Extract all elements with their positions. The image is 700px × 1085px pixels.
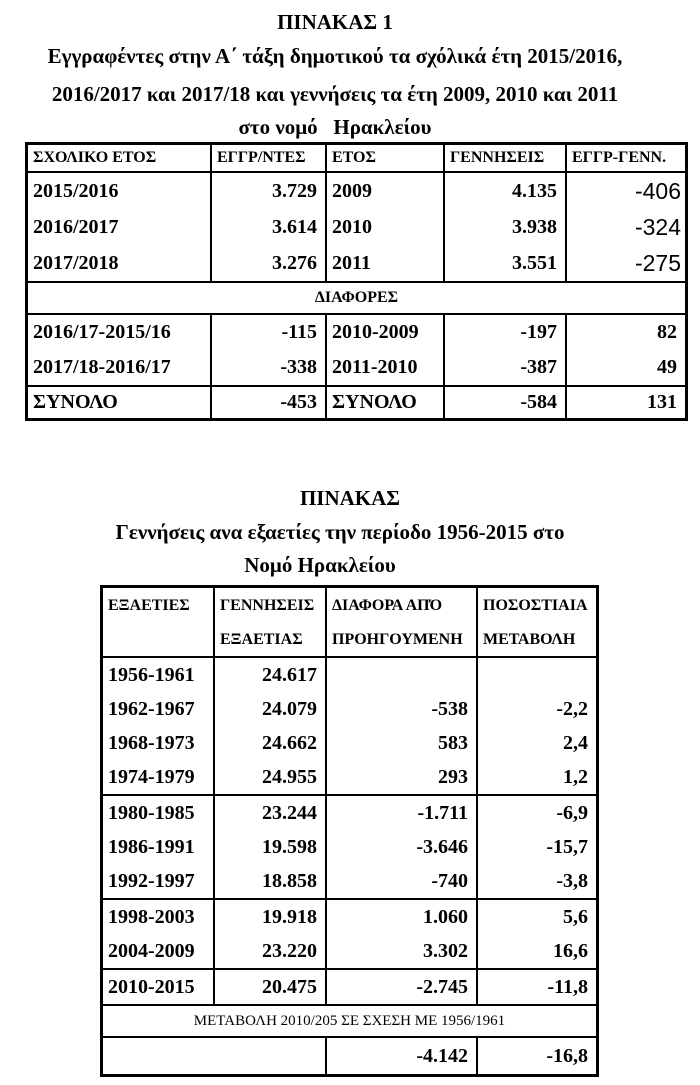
table-cell: 20.475 xyxy=(262,976,317,998)
table-cell: -15,7 xyxy=(546,836,588,858)
table-cell: 2010 xyxy=(332,216,372,238)
table-cell: -115 xyxy=(281,321,317,343)
table1-total-value2: -584 xyxy=(443,387,565,418)
table-cell: 23.244 xyxy=(262,802,317,824)
header-line: ΜΕΤΑΒΟΛΗ xyxy=(483,631,576,648)
table1-subtitle-line3: στο νομό Ηρακλείου xyxy=(238,115,432,139)
table1-diff-col-value2 xyxy=(443,315,565,385)
table1-total-net: 131 xyxy=(565,387,685,418)
table-cell: 16,6 xyxy=(553,940,588,962)
table2-note: ΜΕΤΑΒΟΛΗ 2010/205 ΣΕ ΣΧΕΣΗ ΜΕ 1956/1961 xyxy=(193,1013,506,1029)
table1-col-year xyxy=(325,173,443,281)
table-cell: 293 xyxy=(438,766,468,788)
table-cell: -324 xyxy=(634,214,681,240)
table-cell: -538 xyxy=(431,698,468,720)
table2-note-band xyxy=(103,1004,596,1036)
table-cell: 1956-1961 xyxy=(108,664,195,686)
table2-col-diff xyxy=(325,796,476,898)
table2-subtitle-line2: Νομό Ηρακλείου xyxy=(244,553,396,577)
table1-subtitle-line1: Εγγραφέντες στην Α΄ τάξη δημοτικού τα σχόλικά έτη 2015/2016, xyxy=(47,44,623,68)
table2-group-1 xyxy=(103,656,596,794)
table-cell: -6,9 xyxy=(556,802,588,824)
table-cell: 2016/2017 xyxy=(33,216,119,238)
table1-total-value: -453 xyxy=(210,387,325,418)
table2-header-periods xyxy=(103,588,213,656)
table-cell: 1,2 xyxy=(563,766,588,788)
enrollment-births-table xyxy=(25,142,688,421)
table-cell: 2010-2015 xyxy=(108,976,195,998)
table-cell: 19.918 xyxy=(262,906,317,928)
table-cell: 2011-2010 xyxy=(332,356,418,378)
table-cell: 3.614 xyxy=(272,216,317,238)
table1-differences-label: ΔΙΑΦΟΡΕΣ xyxy=(314,289,399,306)
table1-diff-col-label xyxy=(28,315,210,385)
table2-group-2 xyxy=(103,794,596,898)
table-cell: 23.220 xyxy=(262,940,317,962)
table1-header-school-year: ΣΧΟΛΙΚΟ ΕΤΟΣ xyxy=(33,149,157,166)
table-cell: -740 xyxy=(431,870,468,892)
table-cell: 19.598 xyxy=(262,836,317,858)
table-cell: -2.745 xyxy=(416,976,468,998)
table1-header-births: ΓΕΝΝΗΣΕΙΣ xyxy=(443,145,565,171)
table-cell: 1962-1967 xyxy=(108,698,195,720)
table2-header-births xyxy=(213,588,325,656)
table-cell: -387 xyxy=(520,356,557,378)
table2-header-row xyxy=(103,588,596,656)
table-cell xyxy=(327,658,476,692)
header-line: ΕΞΑΕΤΙΕΣ xyxy=(108,597,190,614)
table1-col-enrolled xyxy=(210,173,325,281)
table1-diff-col-value xyxy=(210,315,325,385)
table-cell: 2015/2016 xyxy=(33,180,119,202)
table-cell: 82 xyxy=(657,321,677,343)
table-cell: 5,6 xyxy=(563,906,588,928)
table-cell: 3.551 xyxy=(512,252,557,274)
table-cell: 24.662 xyxy=(262,732,317,754)
table2-col-births xyxy=(213,658,325,794)
table2-final-pct: -16,8 xyxy=(476,1038,596,1074)
table2-col-period xyxy=(103,970,213,1004)
table1-total-row xyxy=(28,385,685,418)
table-cell: 49 xyxy=(657,356,677,378)
table-cell: -197 xyxy=(520,321,557,343)
table2-col-pct xyxy=(476,658,596,794)
table-cell: -1.711 xyxy=(417,802,468,824)
table-cell: 1.060 xyxy=(423,906,468,928)
header-line xyxy=(103,622,213,656)
table1-col-diff xyxy=(565,173,685,281)
table2-final-blank xyxy=(103,1038,325,1074)
table-cell: -2,2 xyxy=(556,698,588,720)
table1-header-diff: ΕΓΓΡ-ΓΕΝΝ. xyxy=(565,145,685,171)
table-cell: 4.135 xyxy=(512,180,557,202)
table1-header-enrolled: ΕΓΓΡ/ΝΤΕΣ xyxy=(210,145,325,171)
table-cell: 2,4 xyxy=(563,732,588,754)
table-cell: 3.938 xyxy=(512,216,557,238)
table-cell: -3,8 xyxy=(556,870,588,892)
table1-total-label: ΣΥΝΟΛΟ xyxy=(33,391,118,413)
header-line: ΓΕΝΝΗΣΕΙΣ xyxy=(220,597,315,614)
table2-col-births xyxy=(213,970,325,1004)
table-cell: 3.276 xyxy=(272,252,317,274)
table-cell: 2017/18-2016/17 xyxy=(33,356,171,378)
table2-col-pct xyxy=(476,970,596,1004)
table2-title: ΠΙΝΑΚΑΣ xyxy=(299,486,401,510)
table2-col-pct xyxy=(476,900,596,968)
table1-total-label2: ΣΥΝΟΛΟ xyxy=(325,387,443,418)
table-cell: 2016/17-2015/16 xyxy=(33,321,171,343)
table2-final-row xyxy=(103,1036,596,1074)
table-cell: 2009 xyxy=(332,180,372,202)
table-cell: 1986-1991 xyxy=(108,836,195,858)
table2-col-births xyxy=(213,796,325,898)
table-cell: 24.955 xyxy=(262,766,317,788)
table-cell: 1998-2003 xyxy=(108,906,195,928)
table2-col-period xyxy=(103,796,213,898)
table1-header-row xyxy=(28,145,685,171)
table-cell xyxy=(478,658,596,692)
table1-data-section xyxy=(28,171,685,281)
table2-col-diff xyxy=(325,970,476,1004)
table1-differences-band xyxy=(28,281,685,313)
table1-title: ΠΙΝΑΚΑΣ 1 xyxy=(277,10,393,34)
table-cell: 2011 xyxy=(332,252,371,274)
header-line: ΔΙΑΦΟΡΑ ΑΠΌ xyxy=(332,597,443,614)
table2-col-pct xyxy=(476,796,596,898)
table-cell: -338 xyxy=(280,356,317,378)
table2-header-pct xyxy=(476,588,596,656)
table2-col-births xyxy=(213,900,325,968)
table-cell: 583 xyxy=(438,732,468,754)
table2-col-diff xyxy=(325,900,476,968)
table2-col-period xyxy=(103,900,213,968)
table2-group-4 xyxy=(103,968,596,1004)
table1-subtitle-line2: 2016/2017 και 2017/18 και γεννήσεις τα έτη 2009, 2010 και 2011 xyxy=(51,82,619,106)
header-line: ΠΟΣΟΣΤΙΑΙΑ xyxy=(483,597,588,614)
table-cell: -11,8 xyxy=(547,976,588,998)
table-cell: 1974-1979 xyxy=(108,766,195,788)
table-cell: 2004-2009 xyxy=(108,940,195,962)
table-cell: 2017/2018 xyxy=(33,252,119,274)
table2-header-diff xyxy=(325,588,476,656)
table2-group-3 xyxy=(103,898,596,968)
table-cell: 24.079 xyxy=(262,698,317,720)
table-cell: -275 xyxy=(634,250,681,276)
table-cell: 3.302 xyxy=(423,940,468,962)
table-cell: 18.858 xyxy=(262,870,317,892)
table1-col-births xyxy=(443,173,565,281)
table2-col-diff xyxy=(325,658,476,794)
table-cell: 1980-1985 xyxy=(108,802,195,824)
table1-col-school-year xyxy=(28,173,210,281)
table2-subtitle-line1: Γεννήσεις ανα εξαετίες την περίοδο 1956-2015 στο xyxy=(115,520,565,544)
table-cell: -406 xyxy=(634,178,681,204)
table1-diff-col-label2 xyxy=(325,315,443,385)
births-six-year-table xyxy=(100,585,599,1077)
table1-header-year: ΕΤΟΣ xyxy=(325,145,443,171)
table-cell: 24.617 xyxy=(262,664,317,686)
table1-diff-section xyxy=(28,313,685,385)
table1-diff-col-net xyxy=(565,315,685,385)
table2-final-diff: -4.142 xyxy=(325,1038,476,1074)
table2-col-period xyxy=(103,658,213,794)
table-cell: 1968-1973 xyxy=(108,732,195,754)
header-line: ΠΡΟΗΓΟΥΜΕΝΗ xyxy=(332,631,463,648)
table-cell: 2010-2009 xyxy=(332,321,419,343)
table-cell: -3.646 xyxy=(416,836,468,858)
header-line: ΕΞΑΕΤΙΑΣ xyxy=(220,631,303,648)
table-cell: 3.729 xyxy=(272,180,317,202)
table-cell: 1992-1997 xyxy=(108,870,195,892)
